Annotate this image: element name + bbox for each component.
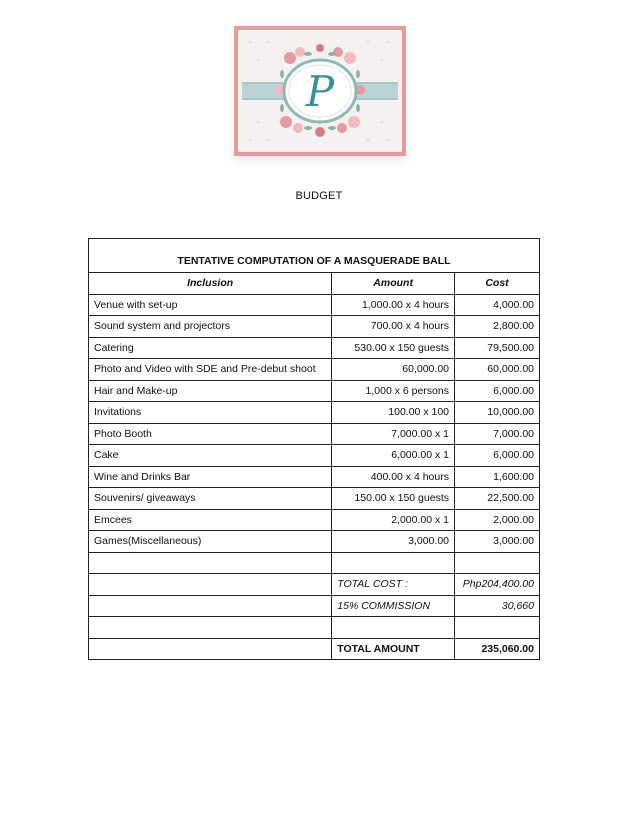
cost-cell: 79,500.00: [455, 337, 540, 359]
empty-cell: [332, 617, 455, 639]
empty-cell: [455, 552, 540, 574]
amount-cell: 150.00 x 150 guests: [332, 488, 455, 510]
empty-cell: [455, 617, 540, 639]
inclusion-cell: Emcees: [89, 509, 332, 531]
cost-cell: 22,500.00: [455, 488, 540, 510]
monogram-letter: P: [305, 67, 335, 116]
inclusion-cell: Games(Miscellaneous): [89, 531, 332, 553]
table-row: [89, 380, 540, 402]
cost-cell: 6,000.00: [455, 445, 540, 467]
table-row: [89, 531, 540, 553]
amount-cell: 700.00 x 4 hours: [332, 316, 455, 338]
floral-wreath-image: [238, 30, 402, 152]
document-title: BUDGET: [295, 190, 343, 202]
total-cost-row: [89, 574, 540, 596]
table-row: [89, 423, 540, 445]
table-row-empty: [89, 617, 540, 639]
header-cost: Cost: [455, 273, 540, 295]
cost-cell: 2,800.00: [455, 316, 540, 338]
inclusion-cell: Photo Booth: [89, 423, 332, 445]
cost-cell: 10,000.00: [455, 402, 540, 424]
amount-cell: 2,000.00 x 1: [332, 509, 455, 531]
commission-row: [89, 595, 540, 617]
empty-cell: [89, 574, 332, 596]
table-row: [89, 402, 540, 424]
table-row: [89, 509, 540, 531]
amount-cell: 6,000.00 x 1: [332, 445, 455, 467]
amount-cell: 1,000 x 6 persons: [332, 380, 455, 402]
table-caption: TENTATIVE COMPUTATION OF A MASQUERADE BALL: [89, 239, 540, 273]
cost-cell: 60,000.00: [455, 359, 540, 381]
inclusion-cell: Photo and Video with SDE and Pre-debut shoot: [89, 359, 332, 381]
amount-cell: 1,000.00 x 4 hours: [332, 294, 455, 316]
table-row: [89, 294, 540, 316]
cost-cell: 4,000.00: [455, 294, 540, 316]
amount-cell: 100.00 x 100: [332, 402, 455, 424]
cost-cell: 7,000.00: [455, 423, 540, 445]
empty-cell: [332, 552, 455, 574]
inclusion-cell: Sound system and projectors: [89, 316, 332, 338]
table-row: [89, 488, 540, 510]
monogram-logo: [234, 26, 406, 156]
commission-label: 15% COMMISSION: [332, 595, 455, 617]
budget-table: [88, 238, 540, 660]
empty-cell: [89, 638, 332, 660]
inclusion-cell: Invitations: [89, 402, 332, 424]
inclusion-cell: Venue with set-up: [89, 294, 332, 316]
total-amount-label: TOTAL AMOUNT: [332, 638, 455, 660]
table-row: [89, 337, 540, 359]
total-amount-row: [89, 638, 540, 660]
amount-cell: 530.00 x 150 guests: [332, 337, 455, 359]
cost-cell: 3,000.00: [455, 531, 540, 553]
total-cost-value: Php204,400.00: [455, 574, 540, 596]
amount-cell: 400.00 x 4 hours: [332, 466, 455, 488]
empty-cell: [89, 595, 332, 617]
cost-cell: 6,000.00: [455, 380, 540, 402]
table-row: [89, 466, 540, 488]
cost-cell: 2,000.00: [455, 509, 540, 531]
inclusion-cell: Cake: [89, 445, 332, 467]
table-caption-row: [89, 239, 540, 273]
commission-value: 30,660: [455, 595, 540, 617]
amount-cell: 7,000.00 x 1: [332, 423, 455, 445]
table-row: [89, 316, 540, 338]
empty-cell: [89, 552, 332, 574]
empty-cell: [89, 617, 332, 639]
total-amount-value: 235,060.00: [455, 638, 540, 660]
header-amount: Amount: [332, 273, 455, 295]
table-header-row: [89, 273, 540, 295]
table-row: [89, 445, 540, 467]
inclusion-cell: Wine and Drinks Bar: [89, 466, 332, 488]
total-cost-label: TOTAL COST :: [332, 574, 455, 596]
inclusion-cell: Hair and Make-up: [89, 380, 332, 402]
table-row-empty: [89, 552, 540, 574]
header-inclusion: Inclusion: [89, 273, 332, 295]
cost-cell: 1,600.00: [455, 466, 540, 488]
amount-cell: 3,000.00: [332, 531, 455, 553]
inclusion-cell: Souvenirs/ giveaways: [89, 488, 332, 510]
table-row: [89, 359, 540, 381]
amount-cell: 60,000.00: [332, 359, 455, 381]
inclusion-cell: Catering: [89, 337, 332, 359]
